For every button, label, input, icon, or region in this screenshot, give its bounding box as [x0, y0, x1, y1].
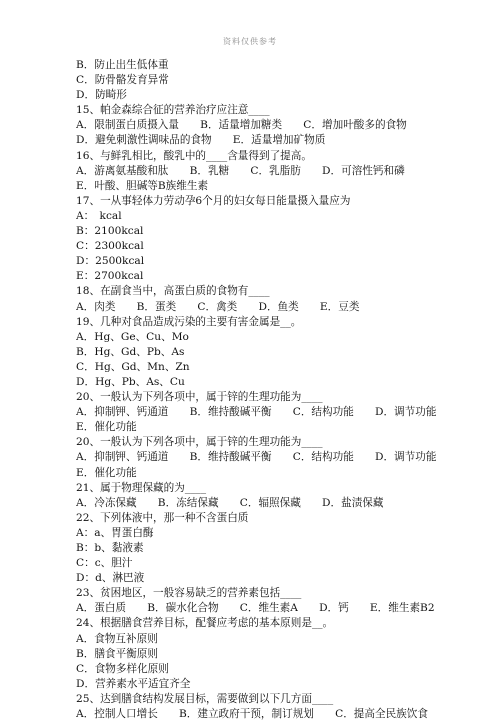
text-line: B．防止出生低体重	[76, 59, 169, 71]
page-header: 资料仅供参考	[223, 37, 277, 46]
text-line: D．营养素水平适宜齐全	[76, 677, 191, 690]
text-line: D．防畸形	[76, 89, 127, 102]
text-line: A：a、胃蛋白酶	[76, 526, 154, 539]
text-line: 23、贫困地区，一般容易缺乏的营养素包括____	[76, 587, 302, 600]
text-line: D：2500kcal	[76, 255, 145, 268]
text-line: B．Hg、Gd、Pb、As	[76, 345, 185, 358]
text-line: E．催化功能	[76, 466, 137, 479]
text-line: C：c、胆汁	[76, 557, 133, 570]
text-line: B：b、黏液素	[76, 542, 144, 554]
text-line: D．Hg、Pb、As、Cu	[76, 375, 185, 388]
text-line: 24、根据膳食营养目标，配餐应考虑的基本原则是__。	[76, 617, 334, 630]
text-line: A．控制人口增长 B．建立政府干预，制订规划 C．提高全民族饮食	[76, 708, 428, 721]
text-line: E：2700kcal	[76, 270, 144, 283]
text-line: 17、一从事轻体力劳动孕6个月的妇女每日能量摄入量应为	[76, 194, 351, 207]
text-line: A．蛋白质 B．碳水化合物 C．维生素A D．钙 E．维生素B2	[76, 602, 435, 615]
text-line: A．Hg、Ge、Cu、Mo	[76, 330, 189, 343]
text-line: E．催化功能	[76, 421, 137, 434]
text-line: E．叶酸、胆碱等B族维生素	[76, 179, 209, 192]
text-line: A．肉类 B．蛋类 C．禽类 D．鱼类 E．豆类	[76, 300, 360, 313]
text-line: C．Hg、Gd、Mn、Zn	[76, 360, 190, 373]
question-list	[76, 58, 436, 722]
text-line: C．食物多样化原则	[76, 662, 169, 675]
text-line: 20、一般认为下列各项中，属于锌的生理功能为____	[76, 391, 323, 404]
text-line: 19、几种对食品造成污染的主要有害金属是__。	[76, 315, 302, 328]
text-line: A．抑制钾、钙通道 B．维持酸碱平衡 C．结构功能 D．调节功能	[76, 406, 436, 419]
text-line: D．避免刺激性调味品的食物 E．适量增加矿物质	[76, 134, 326, 147]
text-line: A： kcal	[76, 209, 122, 222]
text-line: 16、与鲜乳相比，酸乳中的____含量得到了提高。	[76, 149, 312, 162]
text-line: A．食物互补原则	[76, 632, 158, 645]
text-line: 25、达到膳食结构发展目标，需要做到以下几方面____	[76, 692, 334, 705]
text-line: A．游离氨基酸和肽 B．乳糖 C．乳脂肪 D．可溶性钙和磷	[76, 164, 405, 177]
text-line: B：2100kcal	[76, 225, 144, 238]
text-line: 20、一般认为下列各项中，属于锌的生理功能为____	[76, 436, 323, 449]
text-line: A．抑制钾、钙通道 B．维持酸碱平衡 C．结构功能 D．调节功能	[76, 451, 436, 464]
text-line: 18、在副食当中，高蛋白质的食物有____	[76, 285, 270, 298]
text-line: C．防骨骼发育异常	[76, 74, 169, 87]
text-line: 15、帕金森综合征的营养治疗应注意____	[76, 104, 270, 117]
text-line: 22、下列体液中，那一种不含蛋白质	[76, 511, 249, 524]
text-line: 21、属于物理保藏的为____	[76, 481, 207, 494]
text-line: A．限制蛋白质摄入量 B．适量增加糖类 C．增加叶酸多的食物	[76, 119, 407, 132]
text-line: C：2300kcal	[76, 240, 144, 253]
text-line: A．冷冻保藏 B．冻结保藏 C．辐照保藏 D．盐渍保藏	[76, 496, 384, 509]
text-line: B．膳食平衡原则	[76, 647, 158, 660]
text-line: D：d、淋巴液	[76, 572, 145, 585]
